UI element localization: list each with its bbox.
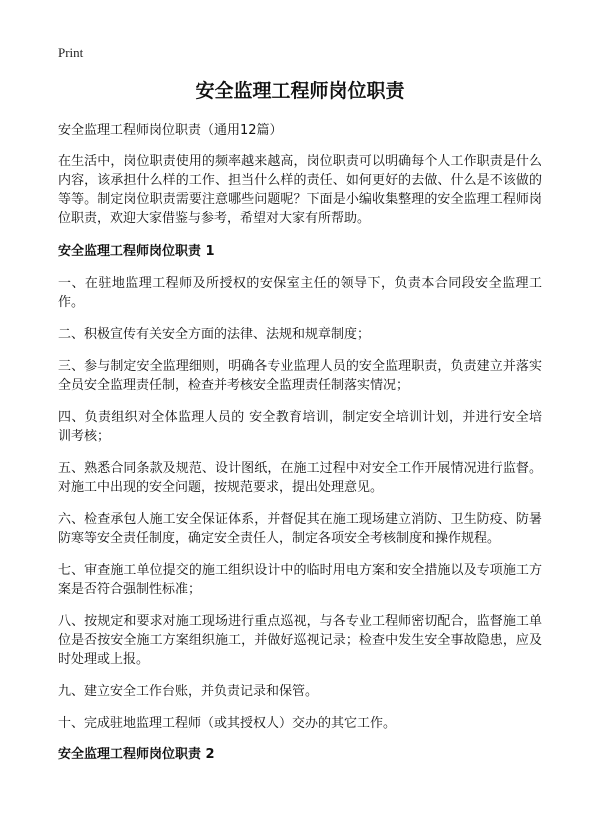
duty-item-3: 三、参与制定安全监理细则，明确各专业监理人员的安全监理职责，负责建立并落实全员安全监理责任制，检查并考核安全监理责任制落实情况； <box>58 359 542 393</box>
document-subtitle: 安全监理工程师岗位职责（通用12篇） <box>58 123 283 138</box>
section-heading-2: 安全监理工程师岗位职责 2 <box>58 747 215 762</box>
section-heading-1: 安全监理工程师岗位职责 1 <box>58 244 215 259</box>
duty-item-6: 六、检查承包人施工安全保证体系，并督促其在施工现场建立消防、卫生防疫、防暑防寒等安全责任制度，确定安全责任人，制定各项安全考核制度和操作规程。 <box>58 512 542 546</box>
section-1-items <box>58 274 542 733</box>
duty-item-2: 二、积极宣传有关安全方面的法律、法规和规章制度； <box>58 327 371 342</box>
duty-item-5: 五、熟悉合同条款及规范、设计图纸，在施工过程中对安全工作开展情况进行监督。对施工中出现的安全问题，按规范要求，提出处理意见。 <box>58 461 542 495</box>
duty-item-7: 七、审查施工单位提交的施工组织设计中的临时用电方案和安全措施以及专项施工方案是否符合强制性标准； <box>58 563 542 597</box>
duty-item-4: 四、负责组织对全体监理人员的 安全教育培训，制定安全培训计划，并进行安全培训考核； <box>58 410 542 444</box>
document-title: 安全监理工程师岗位职责 <box>195 80 405 102</box>
duty-item-8: 八、按规定和要求对施工现场进行重点巡视，与各专业工程师密切配合，监督施工单位是否按安全施工方案组织施工，并做好巡视记录；检查中发生安全事故隐患，应及时处理或上报。 <box>58 614 542 667</box>
print-link[interactable]: Print <box>58 45 84 60</box>
duty-item-1: 一、在驻地监理工程师及所授权的安保室主任的领导下，负责本合同段安全监理工作。 <box>58 276 542 310</box>
duty-item-9: 九、建立安全工作台账，并负责记录和保管。 <box>58 684 319 699</box>
intro-paragraph: 在生活中，岗位职责使用的频率越来越高，岗位职责可以明确每个人工作职责是什么内容，该承担什么样的工作、担当什么样的责任、如何更好的去做、什么是不该做的等等。制定岗位职责需要注意哪些问题呢？下面是小编收集整理的安全监理工程师岗位职责，欢迎大家借鉴与参考，希望对大家有所帮助。 <box>58 154 542 226</box>
duty-item-10: 十、完成驻地监理工程师（或其授权人）交办的其它工作。 <box>58 716 397 731</box>
